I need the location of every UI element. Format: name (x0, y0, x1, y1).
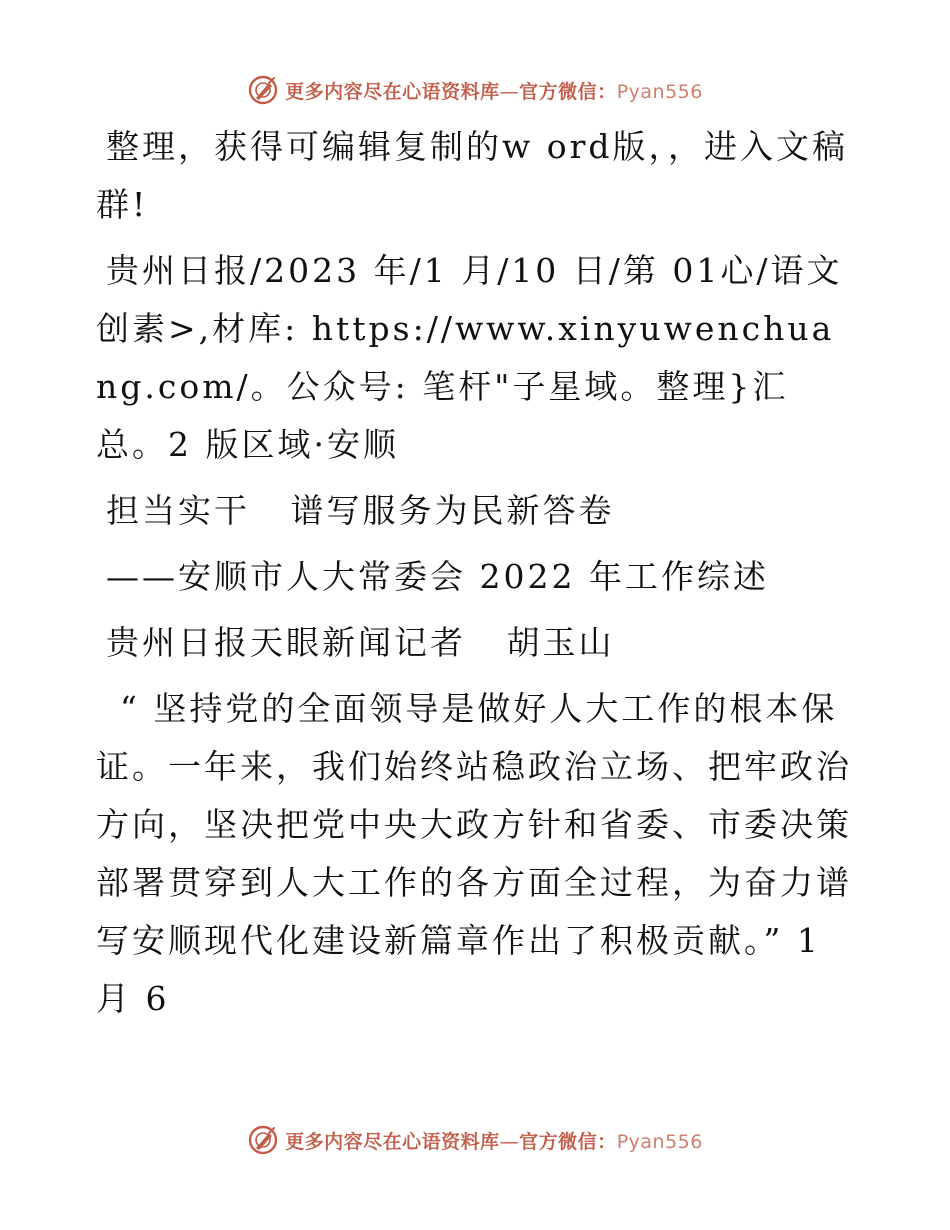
watermark-channel: 官方微信： (519, 1130, 617, 1153)
watermark-text (285, 77, 703, 104)
watermark-channel: 官方微信： (519, 80, 617, 103)
watermark-text (285, 1127, 703, 1154)
watermark-separator: — (499, 80, 520, 103)
watermark-separator: — (499, 1130, 520, 1153)
watermark-wechat-id: Pyan556 (616, 80, 703, 103)
pen-logo-icon (247, 74, 279, 106)
watermark-wechat-id: Pyan556 (616, 1130, 703, 1153)
article-byline: 贵州日报天眼新闻记者 胡玉山 (106, 623, 615, 662)
watermark-footer (0, 1120, 950, 1160)
pen-logo-icon (247, 1124, 279, 1156)
article-body-paragraph: “ 坚持党的全面领导是做好人大工作的根本保证。一年来，我们始终站稳政治立场、把牢政治方向，坚决把党中央大政方针和省委、市委决策部署贯穿到人大工作的各方面全过程，为奋力谱写安顺现代化建设新篇章作出了积极贡献。” 1 月 6 (96, 689, 852, 1018)
watermark-header (0, 70, 950, 110)
document-body (96, 118, 856, 1036)
watermark-brand: 更多内容尽在心语资料库 (285, 80, 500, 103)
intro-paragraph: 整理，获得可编辑复制的w ord版，，进入文稿群! (96, 127, 849, 224)
article-title: 担当实干 谱写服务为民新答卷 (106, 491, 615, 530)
article-subtitle: ——安顺市人大常委会 2022 年工作综述 (106, 557, 769, 596)
source-paragraph: 贵州日报/2023 年/1 月/10 日/第 01心/语文创素>,材库: https://www.xinyuwenchuang.com/。公众号: 笔杆"子星域。整理}汇总。2 版区域·安顺 (96, 251, 843, 464)
watermark-brand: 更多内容尽在心语资料库 (285, 1130, 500, 1153)
